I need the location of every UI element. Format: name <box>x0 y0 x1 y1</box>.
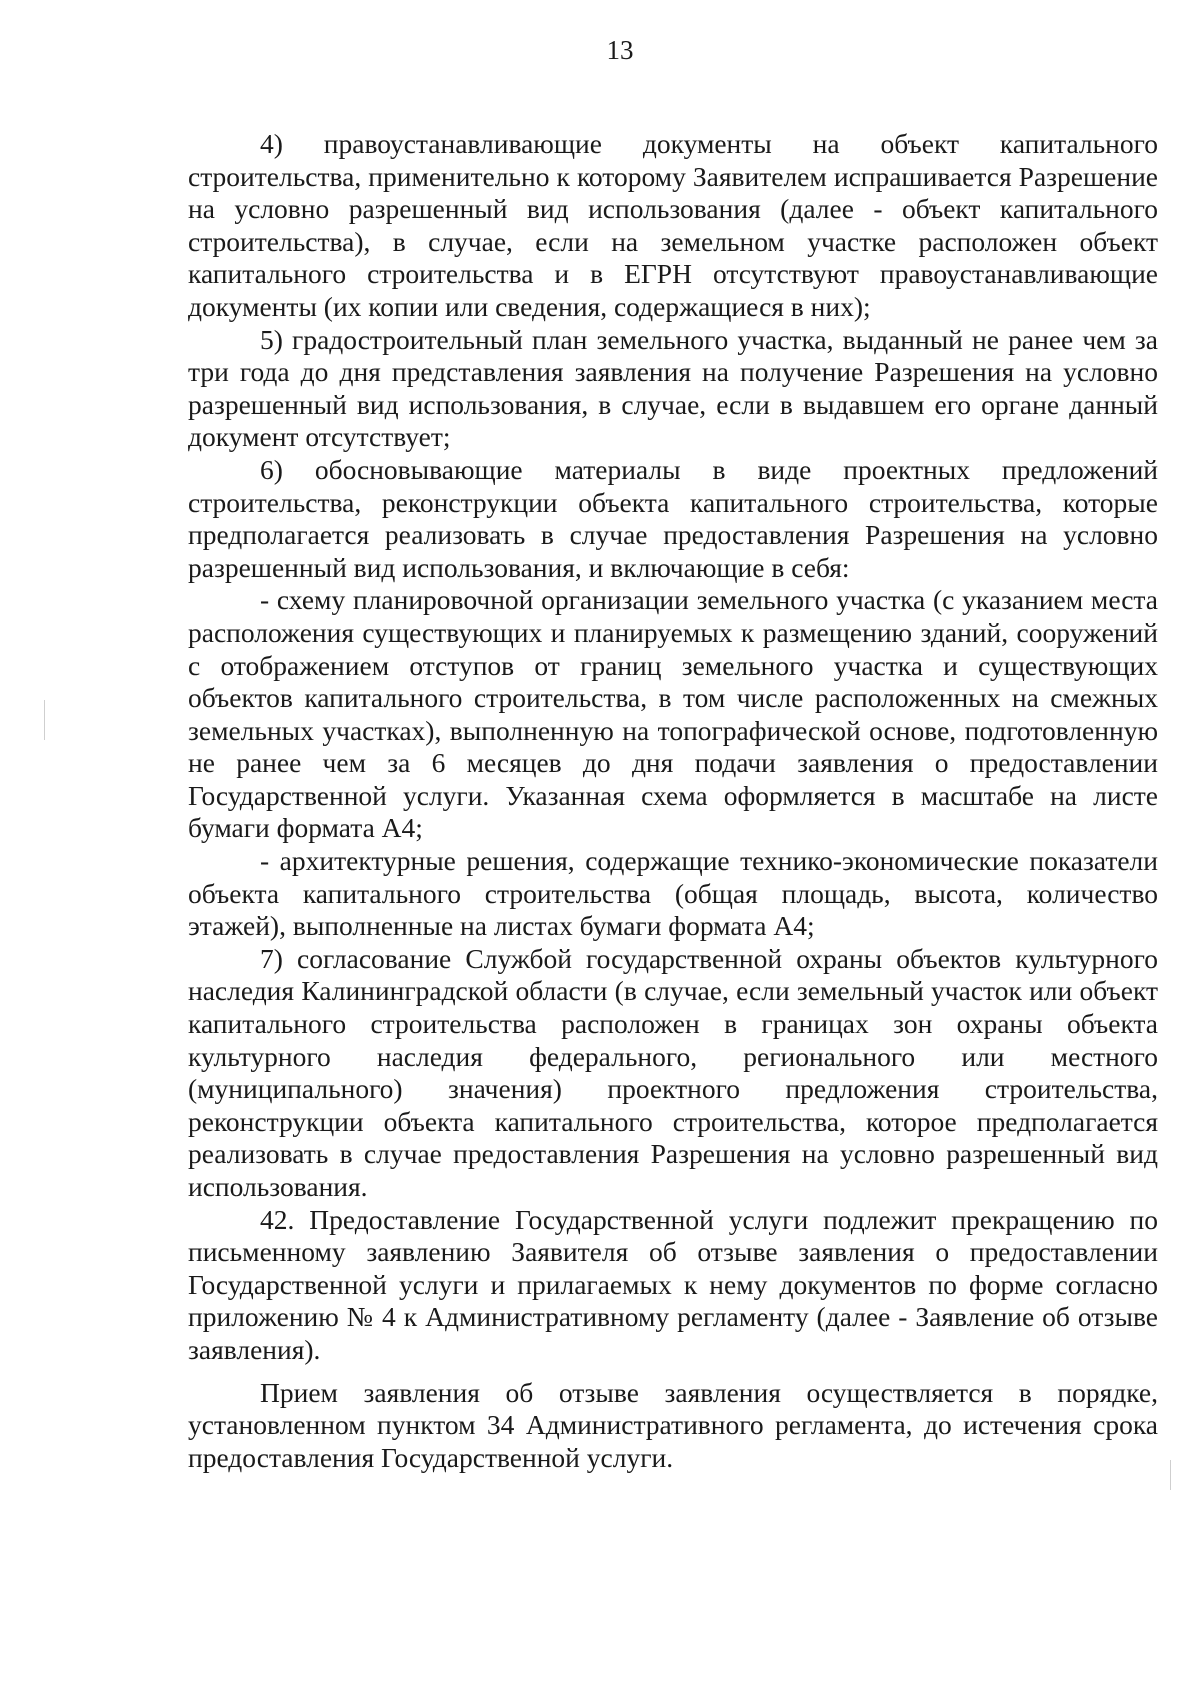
scan-artifact-right <box>1170 1460 1171 1490</box>
paragraph-item-6-justifying-materials: 6) обосновывающие материалы в виде проектных предложений строительства, реконструкции объекта капитального строительства, которые предполагается реализовать в случае предоставления Разрешения на условно разрешенный вид использования, и включающие в себя: <box>188 453 1158 583</box>
page-number: 13 <box>606 35 634 65</box>
paragraph-bullet-architectural-solutions: - архитектурные решения, содержащие технико-экономические показатели объекта капитального строительства (общая площадь, высота, количество этажей), выполненные на листах бумаги формата А4; <box>188 845 1158 942</box>
scan-artifact-left <box>44 700 45 740</box>
paragraph-withdrawal-acceptance: Прием заявления об отзыве заявления осуществляется в порядке, установленном пунктом 34 Административного регламента, до истечения срока предоставления Государственной услуги. <box>188 1376 1158 1473</box>
paragraph-item-7-heritage-approval: 7) согласование Службой государственной охраны объектов культурного наследия Калининградской области (в случае, если земельный участок или объект капитального строительства расположен в границах зон охраны объекта культурного наследия федерального, регионального или местного (муниципального) значения) проектного предложения строительства, реконструкции объекта капитального строительства, которое предполагается реализовать в случае предоставления Разрешения на условно разрешенный вид использования. <box>188 942 1158 1202</box>
paragraph-bullet-site-layout-scheme: - схему планировочной организации земельного участка (с указанием места расположения существующих и планируемых к размещению зданий, сооружений с отображением отступов от границ земельного участка и существующих объектов капитального строительства, в том числе расположенных на смежных земельных участках), выполненную на топографической основе, подготовленную не ранее чем за 6 месяцев до дня подачи заявления о предоставлении Государственной услуги. Указанная схема оформляется в масштабе на листе бумаги формата А4; <box>188 584 1158 844</box>
paragraph-item-4-ownership-documents: 4) правоустанавливающие документы на объект капитального строительства, применительно к которому Заявителем испрашивается Разрешение на условно разрешенный вид использования (далее - объект капитального строительства), в случае, если на земельном участке расположен объект капитального строительства и в ЕГРН отсутствуют правоустанавливающие документы (их копии или сведения, содержащиеся в них); <box>188 128 1158 322</box>
document-body <box>188 128 1158 1474</box>
paragraph-item-5-urban-plan: 5) градостроительный план земельного участка, выданный не ранее чем за три года до дня представления заявления на получение Разрешения на условно разрешенный вид использования, в случае, если в выдавшем его органе данный документ отсутствует; <box>188 323 1158 453</box>
paragraph-clause-42-termination: 42. Предоставление Государственной услуги подлежит прекращению по письменному заявлению Заявителя об отзыве заявления о предоставлении Государственной услуги и прилагаемых к нему документов по форме согласно приложению № 4 к Административному регламенту (далее - Заявление об отзыве заявления). <box>188 1203 1158 1365</box>
